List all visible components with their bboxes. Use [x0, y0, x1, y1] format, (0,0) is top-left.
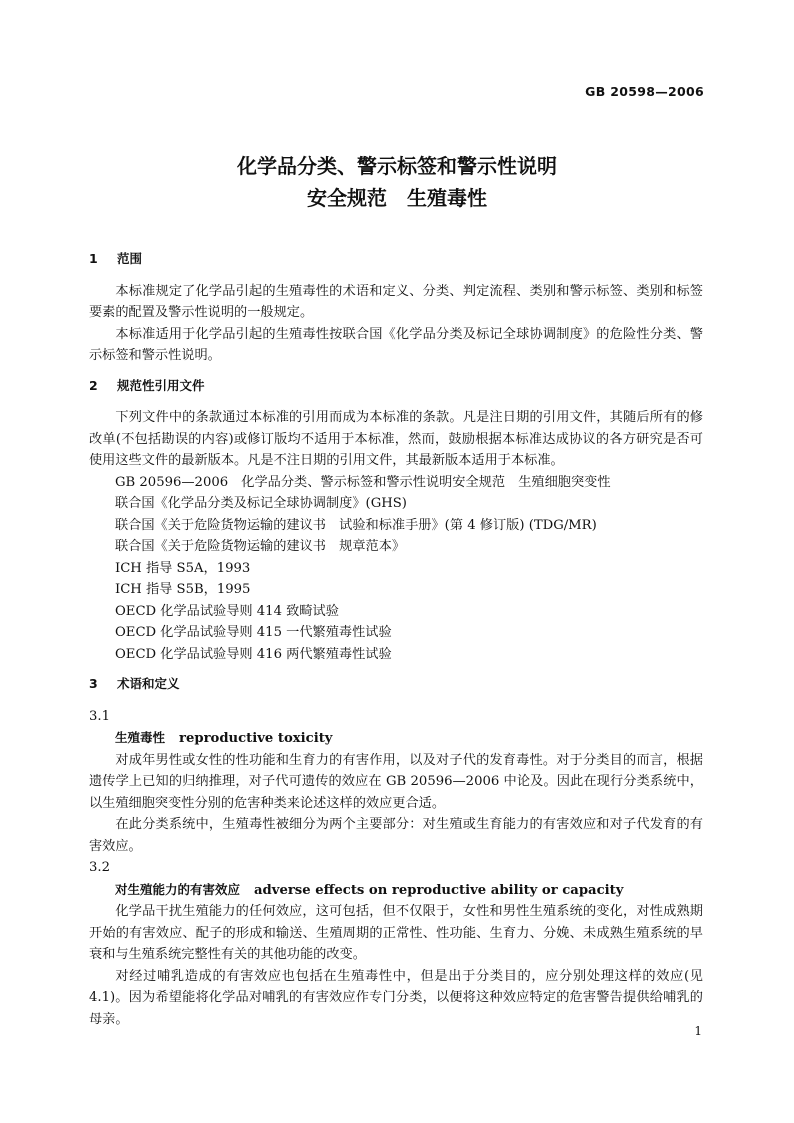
reference-item: OECD 化学品试验导则 415 一代繁殖毒性试验	[115, 625, 392, 640]
title-line-1: 化学品分类、警示标签和警示性说明	[237, 154, 557, 178]
section-title: 规范性引用文件	[117, 377, 205, 393]
document-title	[0, 150, 794, 214]
page-number: 1	[694, 1024, 702, 1038]
term-chinese: 生殖毒性	[115, 730, 166, 745]
reference-item: OECD 化学品试验导则 414 致畸试验	[115, 603, 339, 619]
term-english: adverse effects on reproductive ability or capacity	[254, 882, 624, 898]
title-line-2: 安全规范 生殖毒性	[307, 186, 487, 210]
reference-item: 联合国《化学品分类及标记全球协调制度》(GHS)	[115, 496, 407, 511]
reference-item: GB 20596—2006 化学品分类、警示标签和警示性说明安全规范 生殖细胞突变性	[115, 474, 611, 490]
paragraph: 本标准适用于化学品引起的生殖毒性按联合国《化学品分类及标记全球协调制度》的危险性分类、警示标签和警示性说明。	[89, 326, 703, 363]
term-english: reproductive toxicity	[179, 731, 333, 746]
reference-item: 联合国《关于危险货物运输的建议书 试验和标准手册》(第 4 修订版) (TDG/MR)	[115, 517, 597, 533]
term-entry	[89, 727, 703, 750]
paragraph: 本标准规定了化学品引起的生殖毒性的术语和定义、分类、判定流程、类别和警示标签、类别和标签要素的配置及警示性说明的一般规定。	[89, 283, 703, 320]
standard-code: GB 20598—2006	[585, 84, 704, 99]
clause-number: 3.1	[89, 708, 110, 724]
term-entry	[89, 879, 703, 902]
section-1-heading	[89, 248, 703, 270]
section-title: 范围	[117, 251, 143, 266]
section-number: 1	[89, 251, 98, 266]
section-title: 术语和定义	[117, 676, 180, 691]
paragraph: 下列文件中的条款通过本标准的引用而成为本标准的条款。凡是注日期的引用文件，其随后所有的修改单(不包括勘误的内容)或修订版均不适用于本标准，然而，鼓励根据本标准达成协议的各方研究是否可使用这些文件的最新版本。凡是不注日期的引用文件，其最新版本适用于本标准。	[89, 410, 703, 468]
section-2-heading	[89, 375, 703, 397]
term-chinese: 对生殖能力的有害效应	[115, 881, 241, 897]
clause-number: 3.2	[89, 860, 110, 875]
section-number: 3	[89, 676, 98, 691]
reference-item: 联合国《关于危险货物运输的建议书 规章范本》	[115, 539, 406, 554]
section-3-heading	[89, 673, 703, 695]
reference-item: ICH 指导 S5B，1995	[115, 582, 251, 597]
section-number: 2	[89, 377, 98, 393]
paragraph: 对成年男性或女性的性功能和生育力的有害作用，以及对子代的发育毒性。对于分类目的而言，根据遗传学上已知的归纳推理，对子代可遗传的效应在 GB 20596—2006 中论及。因此在现行分类系统中，以生殖细胞突变性分别的危害种类来论述这样的效应更合适。	[89, 752, 703, 811]
paragraph: 对经过哺乳造成的有害效应也包括在生殖毒性中，但是出于分类目的，应分别处理这样的效应(见 4.1)。因为希望能将化学品对哺乳的有害效应作专门分类，以便将这种效应特定的危害警告提供给哺乳的母亲。	[89, 968, 703, 1027]
document-body	[89, 248, 703, 1030]
reference-item: ICH 指导 S5A，1993	[115, 560, 251, 576]
reference-item: OECD 化学品试验导则 416 两代繁殖毒性试验	[115, 646, 392, 662]
paragraph: 化学品干扰生殖能力的任何效应，这可包括，但不仅限于，女性和男性生殖系统的变化，对性成熟期开始的有害效应、配子的形成和输送、生殖周期的正常性、性功能、生育力、分娩、未成熟生殖系统的早衰和与生殖系统完整性有关的其他功能的改变。	[89, 904, 703, 962]
paragraph: 在此分类系统中，生殖毒性被细分为两个主要部分：对生殖或生育能力的有害效应和对子代发育的有害效应。	[89, 817, 703, 854]
